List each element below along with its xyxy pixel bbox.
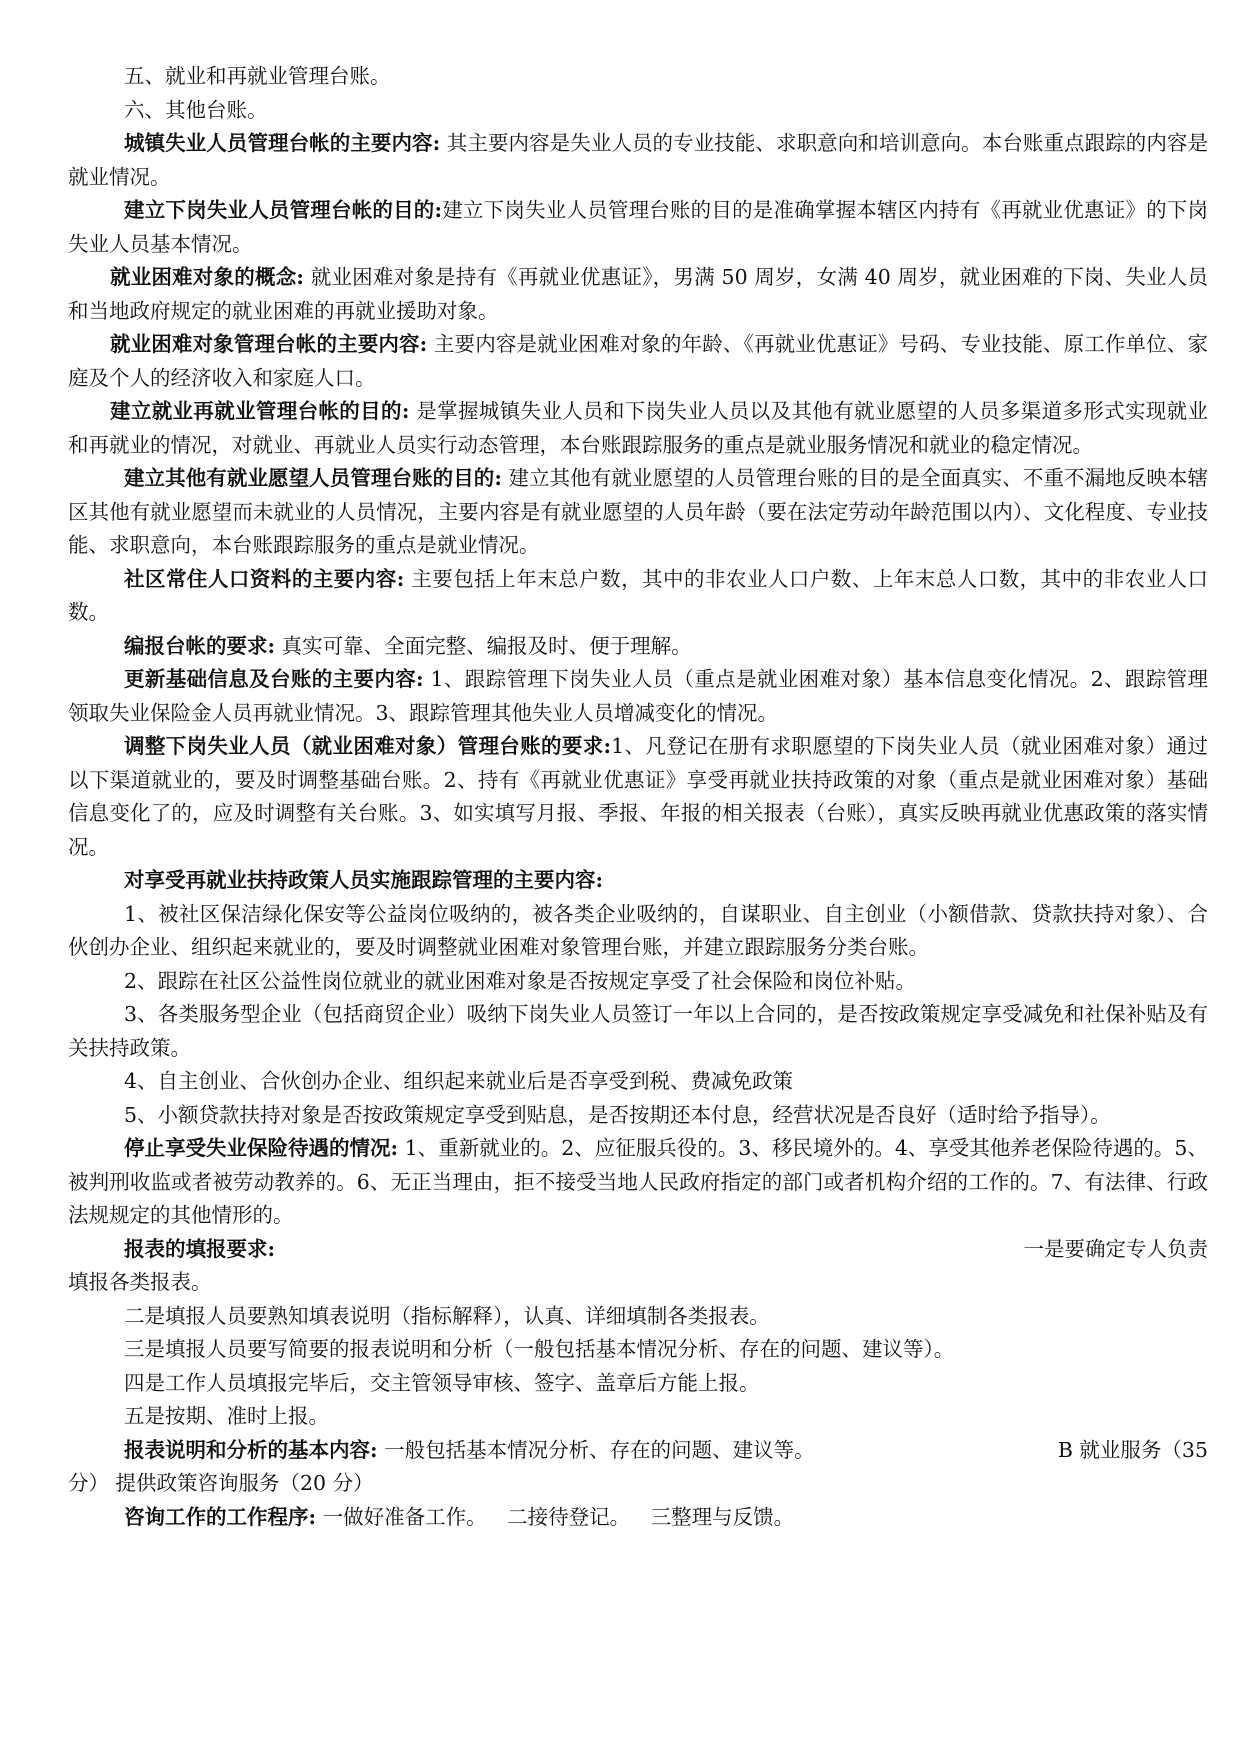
section-reemployment-purpose — [68, 395, 1208, 462]
section-consult — [68, 1501, 1208, 1535]
section-term: 社区常住人口资料的主要内容: — [124, 566, 405, 591]
section-text: 主要包括上年末总户数，其中的非农业人口户数、上年末总人口数，其中的非农业人口数。 — [68, 566, 1208, 624]
section-report-analysis — [68, 1434, 1208, 1468]
section-term: 建立其他有就业愿望人员管理台账的目的: — [124, 466, 502, 490]
section-laid-off-purpose — [68, 194, 1208, 261]
section-term: 建立下岗失业人员管理台帐的目的: — [124, 198, 443, 222]
section-adjust-ledger — [68, 730, 1208, 864]
report-analysis-cont: 分） 提供政策咨询服务（20 分） — [68, 1471, 374, 1495]
tracking-item: 1、被社区保洁绿化保安等公益岗位吸纳的，被各类企业吸纳的，自谋职业、自主创业（小额借款、贷款扶持对象）、合伙创办企业、组织起来就业的，要及时调整就业困难对象管理台账，并建立跟踪服务分类台账。 — [68, 901, 1208, 959]
line-employment-ledger: 五、就业和再就业管理台账。 — [124, 64, 391, 88]
section-term: 更新基础信息及台账的主要内容: — [124, 667, 424, 691]
report-requirement-item: 五是按期、准时上报。 — [124, 1404, 329, 1428]
section-term: 建立就业再就业管理台帐的目的: — [110, 399, 410, 423]
tracking-item: 5、小额贷款扶持对象是否按政策规定享受到贴息，是否按期还本付息，经营状况是否良好（适时给予指导）。 — [124, 1102, 1111, 1127]
section-text: 真实可靠、全面完整、编报及时、便于理解。 — [281, 633, 692, 658]
section-text: 一做好准备工作。 二接待登记。 三整理与反馈。 — [322, 1504, 795, 1529]
section-term: 对享受再就业扶持政策人员实施跟踪管理的主要内容: — [124, 868, 604, 892]
section-text: 1、凡登记在册有求职愿望的下岗失业人员（就业困难对象）通过以下渠道就业的，要及时调整基础台账。2、持有《再就业优惠证》享受再就业扶持政策的对象（重点是就业困难对象）基础信息变化了的，应及时调整有关台账。3、如实填写月报、季报、年报的相关报表（台账），真实反映再就业优惠政策的落实情况。 — [68, 734, 1208, 859]
section-difficulty-ledger — [68, 328, 1208, 395]
section-term: 报表说明和分析的基本内容: — [124, 1437, 378, 1462]
section-compile-requirements — [68, 630, 1208, 664]
section-term: 就业困难对象管理台帐的主要内容: — [110, 332, 428, 356]
section-report-requirements — [68, 1233, 1208, 1267]
section-term: 报表的填报要求: — [124, 1236, 276, 1261]
report-requirement-item: 二是填报人员要熟知填表说明（指标解释），认真、详细填制各类报表。 — [124, 1303, 770, 1328]
section-urban-unemployed — [68, 127, 1208, 194]
section-term: 编报台帐的要求: — [124, 633, 276, 658]
tracking-item: 4、自主创业、合伙创办企业、组织起来就业后是否享受到税、费减免政策 — [124, 1069, 794, 1093]
section-population — [68, 563, 1208, 630]
line-other-ledger: 六、其他台账。 — [124, 97, 268, 122]
document-page — [68, 60, 1208, 1534]
tracking-item: 2、跟踪在社区公益性岗位就业的就业困难对象是否按规定享受了社会保险和岗位补贴。 — [124, 968, 917, 993]
section-term: 城镇失业人员管理台帐的主要内容: — [124, 131, 441, 155]
section-difficulty-concept — [68, 261, 1208, 328]
section-term: 调整下岗失业人员（就业困难对象）管理台账的要求: — [124, 734, 612, 758]
section-term: 停止享受失业保险待遇的情况: — [124, 1136, 399, 1160]
report-analysis-right: B 就业服务（35 — [1057, 1437, 1208, 1462]
report-first-requirement: 一是要确定专人负责 — [1023, 1236, 1208, 1261]
section-update-info — [68, 663, 1208, 730]
section-other-willing-purpose — [68, 462, 1208, 563]
section-text: 主要内容是就业困难对象的年龄、《再就业优惠证》号码、专业技能、原工作单位、家庭及个人的经济收入和家庭人口。 — [68, 332, 1208, 390]
report-requirement-item: 三是填报人员要写简要的报表说明和分析（一般包括基本情况分析、存在的问题、建议等）。 — [124, 1337, 955, 1361]
section-text: 1、跟踪管理下岗失业人员（重点是就业困难对象）基本信息变化情况。2、跟踪管理领取失业保险金人员再就业情况。3、跟踪管理其他失业人员增减变化的情况。 — [68, 667, 1208, 725]
report-first-requirement-cont: 填报各类报表。 — [68, 1270, 212, 1294]
section-tracking-title — [68, 864, 1208, 898]
tracking-item: 3、各类服务型企业（包括商贸企业）吸纳下岗失业人员签订一年以上合同的，是否按政策规定享受减免和社保补贴及有关扶持政策。 — [68, 1002, 1208, 1060]
section-term: 咨询工作的工作程序: — [124, 1504, 317, 1529]
section-text: 是掌握城镇失业人员和下岗失业人员以及其他有就业愿望的人员多渠道多形式实现就业和再就业的情况，对就业、再就业人员实行动态管理，本台账跟踪服务的重点是就业服务情况和就业的稳定情况。 — [68, 399, 1208, 457]
section-stop-benefits — [68, 1132, 1208, 1233]
section-text: 就业困难对象是持有《再就业优惠证》，男满 50 周岁，女满 40 周岁，就业困难的下岗、失业人员和当地政府规定的就业困难的再就业援助对象。 — [68, 265, 1208, 323]
section-term: 就业困难对象的概念: — [110, 265, 305, 289]
section-text: 其主要内容是失业人员的专业技能、求职意向和培训意向。本台账重点跟踪的内容是就业情况。 — [68, 131, 1208, 189]
section-text: 建立其他有就业愿望的人员管理台账的目的是全面真实、不重不漏地反映本辖区其他有就业愿望而未就业的人员情况，主要内容是有就业愿望的人员年龄（要在法定劳动年龄范围以内）、文化程度、专业技能、求职意向，本台账跟踪服务的重点是就业情况。 — [68, 466, 1208, 557]
section-text: 1、重新就业的。2、应征服兵役的。3、移民境外的。4、享受其他养老保险待遇的。5、被判刑收监或者被劳动教养的。6、无正当理由，拒不接受当地人民政府指定的部门或者机构介绍的工作的。7、有法律、行政法规规定的其他情形的。 — [68, 1136, 1208, 1227]
section-text: 建立下岗失业人员管理台账的目的是准确掌握本辖区内持有《再就业优惠证》的下岗失业人员基本情况。 — [68, 198, 1208, 256]
report-requirement-item: 四是工作人员填报完毕后，交主管领导审核、签字、盖章后方能上报。 — [124, 1370, 760, 1395]
section-text: 一般包括基本情况分析、存在的问题、建议等。 — [384, 1437, 815, 1462]
